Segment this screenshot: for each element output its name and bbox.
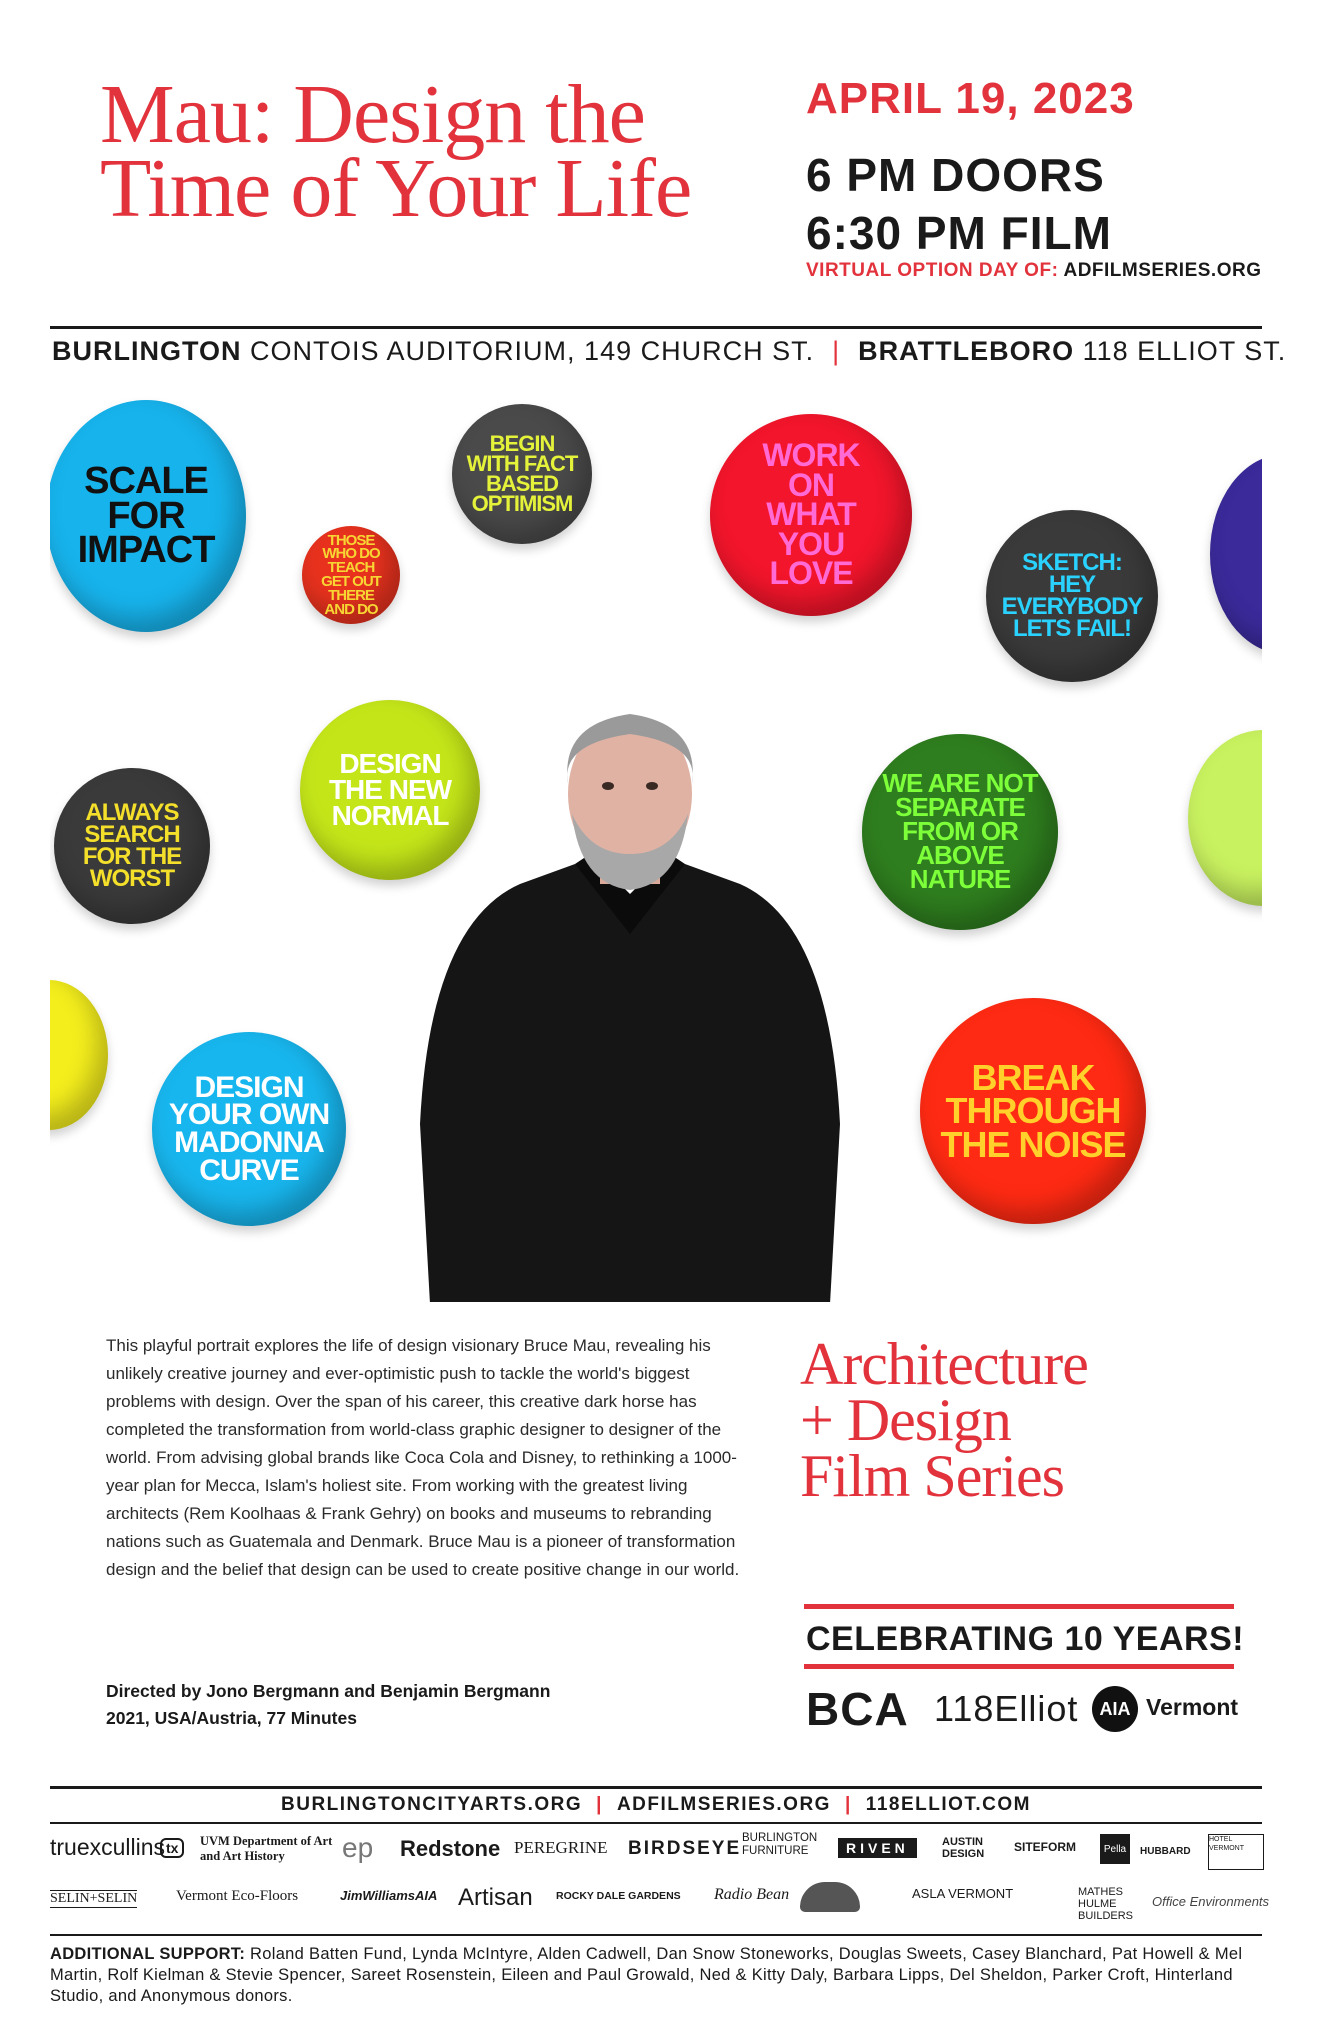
button-partial-yellow [50,980,108,1130]
film-credits [106,1678,550,1732]
top-divider [50,326,1262,329]
sponsor-vermont-eco-floors: Vermont Eco-Floors [176,1888,299,1904]
series-line2: + Design [800,1387,1011,1453]
sponsor-austin-design: AUSTIN DESIGN [942,1836,985,1860]
film-title-line1: Mau: Design the [100,68,645,161]
sponsor-tx: tx [160,1838,184,1858]
event-date: APRIL 19, 2023 [806,74,1135,123]
sponsor-hotel-vermont: HOTEL VERMONT [1208,1834,1264,1870]
button-those-who-do: THOSE WHO DO TEACH GET OUT THERE AND DO [302,526,400,624]
sponsor-redstone: Redstone [400,1836,501,1861]
celebrate-rule-bottom [804,1664,1234,1669]
virtual-label: VIRTUAL OPTION DAY OF: [806,260,1059,281]
elliot-logo: 118Elliot [934,1688,1079,1729]
venues-line [52,336,1287,367]
button-design-your-own: DESIGN YOUR OWN MADONNA CURVE [152,1032,346,1226]
sponsor-mathes-hulme: MATHES HULME BUILDERS [1078,1886,1134,1922]
sponsor-rocky-dale: ROCKY DALE GARDENS [556,1890,681,1902]
virtual-url[interactable]: ADFILMSERIES.ORG [1063,260,1262,281]
sponsor-office-environments: Office Environments [1152,1894,1270,1909]
sponsor-peregrine: PEREGRINE [514,1838,608,1857]
footer-divider-top [50,1786,1262,1789]
film-info: 2021, USA/Austria, 77 Minutes [106,1708,357,1728]
footer-divider-mid [50,1822,1262,1824]
sponsor-riven: RIVEN [838,1838,917,1858]
film-directors: Directed by Jono Bergmann and Benjamin Bergmann [106,1681,551,1701]
footer-divider-bottom [50,1934,1262,1936]
hero-photo [50,384,1262,1302]
venue-brattleboro-place: 118 ELLIOT ST. [1082,336,1287,366]
sponsor-ep: ep [342,1832,374,1863]
film-title [100,68,790,235]
link-burlingtoncityarts[interactable]: BURLINGTONCITYARTS.ORG [281,1794,583,1815]
sponsor-birdseye: BIRDSEYE [628,1838,742,1859]
series-logo [800,1331,1260,1509]
sponsor-truexcullins: truexcullins [50,1834,166,1860]
series-line1: Architecture [800,1331,1088,1397]
sponsor-uvm: UVM Department of Art and Art History [200,1834,333,1863]
virtual-option [806,260,1262,282]
film-time: 6:30 PM FILM [806,207,1112,259]
sponsor-asla: ASLA VERMONT [912,1886,1014,1901]
venue-brattleboro-city: BRATTLEBORO [858,336,1075,366]
link-118elliot[interactable]: 118ELLIOT.COM [865,1794,1031,1815]
sponsor-pella: Pella [1100,1834,1130,1864]
sponsor-artisan: Artisan [458,1884,533,1911]
sponsor-selin: SELIN+SELIN [50,1891,138,1906]
film-description: This playful portrait explores the life of design visionary Bruce Mau, revealing his unlikely creative journey and ever-optimistic push to tackle the world's biggest problems with design. Over the span of his career, this creative dark horse has completed the transformation from world-class graphic designer to designer of the world. From advising global brands like Coca Cola and Disney, to rethinking a 1000-year plan for Mecca, Islam's holiest site. From working with the greatest living architects (Rem Koolhaas & Frank Gehry) on books and museums to rebranding nations such as Guatemala and Denmark. Bruce Mau is a pioneer of transformation design and the belief that design can be used to create positive change in our world. [106,1336,740,1579]
support-label: ADDITIONAL SUPPORT: [50,1945,246,1963]
doors-time: 6 PM DOORS [806,149,1105,201]
celebrating-banner: CELEBRATING 10 YEARS! [806,1620,1245,1658]
button-always-search: ALWAYS SEARCH FOR THE WORST [54,768,210,924]
button-begin-with-fact: BEGIN WITH FACT BASED OPTIMISM [452,404,592,544]
button-break-through: BREAK THROUGH THE NOISE [920,998,1146,1224]
venue-burlington-place: CONTOIS AUDITORIUM, 149 CHURCH ST. [250,336,815,366]
sponsor-jimwilliams: JimWilliamsAIA [340,1888,438,1903]
button-sketch-hey-everybody: SKETCH: HEY EVERYBODY LETS FAIL! [986,510,1158,682]
button-design-the-new-normal: DESIGN THE NEW NORMAL [300,700,480,880]
additional-support [50,1944,1266,2007]
venue-burlington-city: BURLINGTON [52,336,242,366]
button-partial-lime [1188,730,1262,906]
sponsor-siteform: SITEFORM [1014,1840,1076,1854]
series-line3: Film Series [800,1443,1065,1509]
celebrate-rule-top [804,1604,1234,1609]
button-work-on-what-you-love: WORK ON WHAT YOU LOVE [710,414,912,616]
film-title-line2: Time of Your Life [100,142,692,235]
bruce-mau-portrait [400,704,860,1302]
sponsor-hubbard: HUBBARD [1140,1846,1191,1857]
sponsor-burlington-furniture: BURLINGTON FURNITURE [742,1832,818,1857]
support-names: Roland Batten Fund, Lynda McIntyre, Alden Cadwell, Dan Snow Stoneworks, Douglas Sweets, Casey Blanchard, Pat Howell & Mel Martin, Rolf Kielman & Stevie Spencer, Sareet Rosenstein, Eileen and Paul Growald, Ned & Kitty Daly, Barbara Lipps, Del Sheldon, Parker Croft, Hinterland Studio, and Anonymous donors. [50,1945,1243,2005]
sponsor-radio-bean: Radio Bean [714,1886,790,1903]
button-scale-for-impact: SCALE FOR IMPACT [50,400,246,632]
venue-separator: | [832,336,841,366]
aia-vermont-label: Vermont [1146,1694,1239,1720]
footer-links: BURLINGTONCITYARTS.ORG | ADFILMSERIES.ORG | 118ELLIOT.COM [281,1794,1031,1815]
sponsor-mural-emblem [800,1882,860,1912]
button-partial-purple [1210,454,1262,654]
bca-logo: BCA [806,1683,909,1735]
button-we-are-not-separate: WE ARE NOT SEPARATE FROM OR ABOVE NATURE [862,734,1058,930]
link-adfilmseries[interactable]: ADFILMSERIES.ORG [616,1794,831,1815]
aia-logo: AIA [1092,1686,1138,1732]
